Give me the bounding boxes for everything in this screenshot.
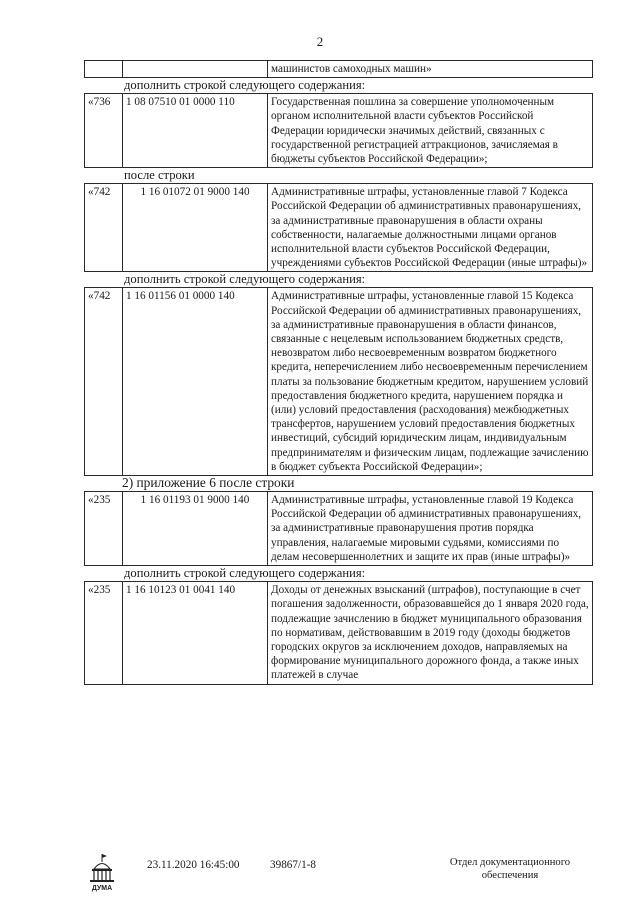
- income-description-cell: Доходы от денежных взысканий (штрафов), поступающие в счет погашения задолженности, образовавшейся до 1 января 2020 года, подлежащие зачислению в бюджет муниципального образования по нормативам, действовавшим в 2019 году (доходы бюджетов городских округов за исключением доходов, направляемых на формирование муниципального дорожного фонда, а также иных платежей в случае: [268, 582, 593, 684]
- budget-classification-code-cell: 1 16 01193 01 9000 140: [123, 492, 268, 566]
- department-line-2: обеспечения: [481, 870, 539, 881]
- page-footer: [0, 853, 640, 903]
- budget-classification-code-cell: 1 16 01156 01 0000 140: [123, 288, 268, 476]
- budget-classification-code-cell: 1 16 01072 01 9000 140: [123, 184, 268, 272]
- income-description-cell: Государственная пошлина за совершение уполномоченным органом исполнительной власти субъектов Российской Федерации юридически значимых действий, связанных с государственной регистрацией аттракционов, зачисляемая в бюджеты субъектов Российской Федерации»;: [268, 94, 593, 168]
- budget-code-table: [84, 581, 593, 684]
- document-body: [84, 60, 592, 685]
- budget-code-table: [84, 287, 593, 476]
- duma-logo-icon: [85, 853, 119, 893]
- budget-code-table: [84, 183, 593, 272]
- budget-code-table: [84, 60, 593, 78]
- page-number: 2: [316, 34, 324, 49]
- table-row: [85, 288, 593, 476]
- table-row: [85, 582, 593, 684]
- table-row: [85, 492, 593, 566]
- budget-classification-code-cell: [123, 61, 268, 78]
- footer-date: 23.11.2020 16:45:00: [147, 859, 240, 871]
- income-description-cell: машинистов самоходных машин»: [268, 61, 593, 78]
- logo-text: ДУМА: [91, 885, 113, 892]
- admin-code-cell: [85, 61, 123, 78]
- footer-department: [430, 856, 590, 882]
- footer-doc-code: 39867/1-8: [270, 859, 316, 871]
- department-line-1: Отдел документационного: [449, 857, 571, 868]
- instruction-text: дополнить строкой следующего содержания:: [124, 272, 366, 287]
- admin-code-cell: «742: [85, 184, 123, 272]
- admin-code-cell: «736: [85, 94, 123, 168]
- income-description-cell: Административные штрафы, установленные главой 15 Кодекса Российской Федерации об административных правонарушениях, за административные правонарушения в области финансов, связанные с нецелевым использованием бюджетных средств, невозвратом либо несвоевременным возвратом бюджетного кредита, неперечислением либо несвоевременным перечислением платы за пользование бюджетным кредитом, нарушением условий предоставления бюджетного кредита, нарушением порядка и (или) условий предоставления (расходования) межбюджетных трансфертов, нарушением условий предоставления бюджетных инвестиций, субсидий юридическим лицам, индивидуальным предпринимателям и физическим лицам, подлежащие зачислению в бюджет субъекта Российской Федерации»;: [268, 288, 593, 476]
- table-row: [85, 61, 593, 78]
- admin-code-cell: «742: [85, 288, 123, 476]
- budget-classification-code-cell: 1 16 10123 01 0041 140: [123, 582, 268, 684]
- instruction-text: дополнить строкой следующего содержания:: [124, 566, 366, 581]
- income-description-cell: Административные штрафы, установленные главой 7 Кодекса Российской Федерации об административных правонарушениях, за административные правонарушения в области охраны собственности, налагаемые должностными лицами органов исполнительной власти субъектов Российской Федерации, учреждениями субъектов Российской Федерации (иные штрафы)»: [268, 184, 593, 272]
- income-description-cell: Административные штрафы, установленные главой 19 Кодекса Российской Федерации об административных правонарушениях, за административные правонарушения против порядка управления, налагаемые мировыми судьями, комиссиями по делам несовершеннолетних и защите их прав (иные штрафы)»: [268, 492, 593, 566]
- table-row: [85, 94, 593, 168]
- budget-classification-code-cell: 1 08 07510 01 0000 110: [123, 94, 268, 168]
- budget-code-table: [84, 491, 593, 566]
- admin-code-cell: «235: [85, 582, 123, 684]
- table-row: [85, 184, 593, 272]
- admin-code-cell: «235: [85, 492, 123, 566]
- instruction-text: после строки: [124, 168, 195, 183]
- budget-code-table: [84, 93, 593, 168]
- instruction-text: дополнить строкой следующего содержания:: [124, 78, 366, 93]
- instruction-text: 2) приложение 6 после строки: [122, 475, 295, 491]
